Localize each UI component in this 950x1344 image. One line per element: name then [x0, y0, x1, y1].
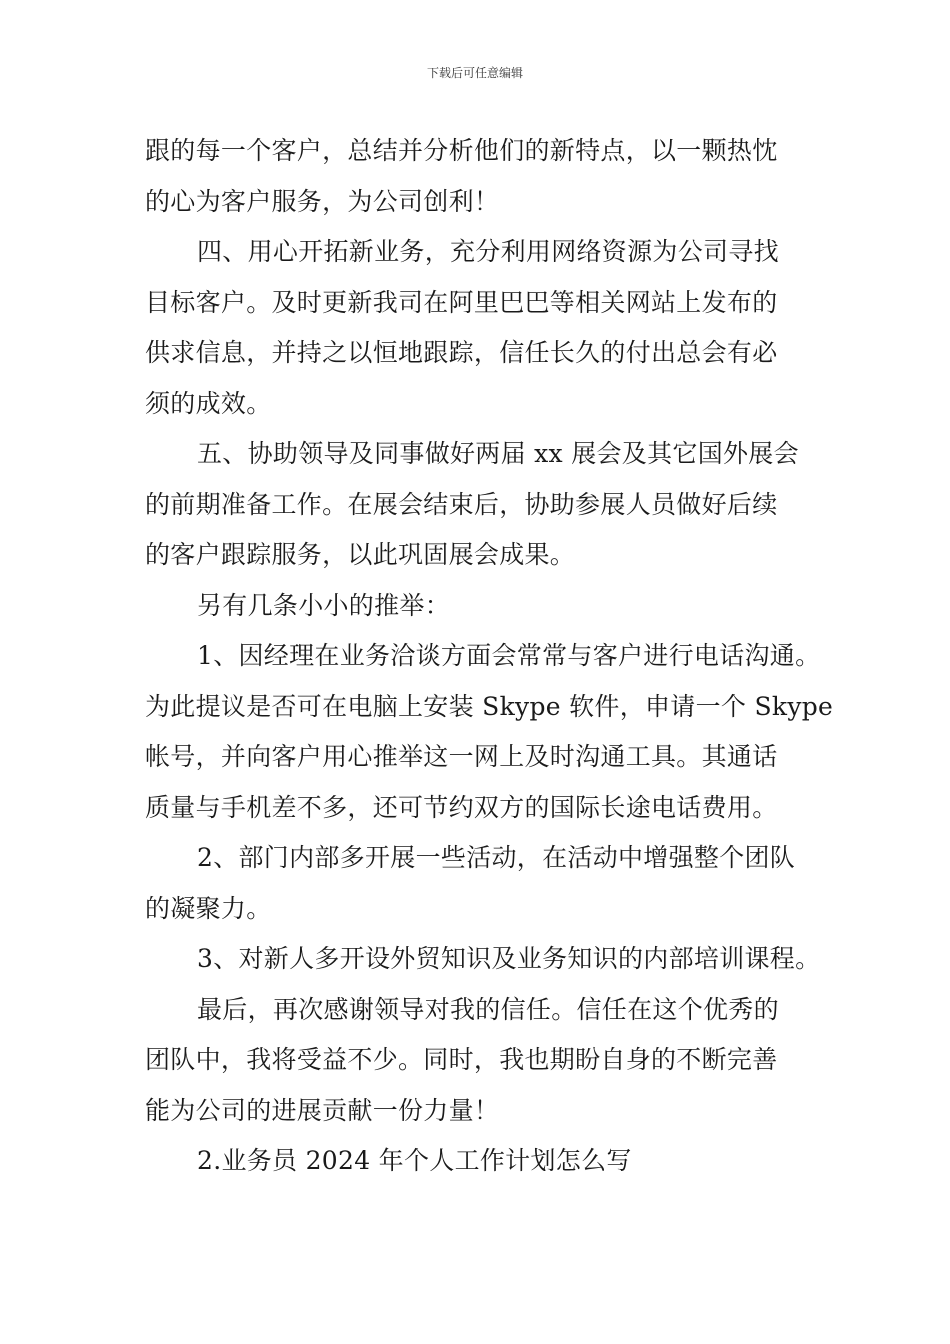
text-line: 为此提议是否可在电脑上安装 Skype 软件，申请一个 Skype	[145, 691, 834, 721]
text-line: 跟的每一个客户，总结并分析他们的新特点，以一颗热忱	[145, 136, 778, 165]
text-line: 2、部门内部多开展一些活动，在活动中增强整个团队	[197, 843, 796, 872]
paragraph-suggestion-2	[145, 833, 825, 934]
text-line: 四、用心开拓新业务，充分利用网络资源为公司寻找	[197, 237, 779, 266]
paragraph-suggestions-intro	[145, 581, 825, 632]
text-line: 的凝聚力。	[145, 893, 272, 923]
paragraph-suggestion-1	[145, 631, 834, 833]
text-line: 1、因经理在业务洽谈方面会常常与客户进行电话沟通。	[197, 641, 821, 670]
text-line: 能为公司的进展贡献一份力量！	[145, 1095, 500, 1125]
section-heading-next	[145, 1136, 825, 1187]
text-line: 另有几条小小的推举：	[197, 590, 451, 620]
text-line: 的心为客户服务，为公司创利！	[145, 186, 500, 216]
paragraph-item-five	[145, 429, 825, 581]
page-header: 下载后可任意编辑	[426, 66, 523, 80]
text-line: 质量与手机差不多，还可节约双方的国际长途电话费用。	[145, 792, 778, 822]
text-line: 最后，再次感谢领导对我的信任。信任在这个优秀的	[197, 994, 779, 1024]
text-line: 2.业务员 2024 年个人工作计划怎么写	[197, 1146, 632, 1175]
text-line: 供求信息，并持之以恒地跟踪，信任长久的付出总会有必	[145, 338, 778, 367]
paragraph-closing	[145, 985, 825, 1137]
document-body	[145, 126, 834, 1187]
text-line: 目标客户。及时更新我司在阿里巴巴等相关网站上发布的	[145, 287, 778, 317]
paragraph-continuation	[145, 126, 825, 227]
text-line: 五、协助领导及同事做好两届 xx 展会及其它国外展会	[197, 439, 799, 468]
text-line: 须的成效。	[145, 388, 272, 418]
text-line: 3、对新人多开设外贸知识及业务知识的内部培训课程。	[197, 944, 821, 973]
text-line: 的客户跟踪服务，以此巩固展会成果。	[145, 540, 576, 569]
text-line: 的前期准备工作。在展会结束后，协助参展人员做好后续	[145, 489, 778, 519]
text-line: 帐号，并向客户用心推举这一网上及时沟通工具。其通话	[145, 742, 778, 771]
text-line: 团队中，我将受益不少。同时，我也期盼自身的不断完善	[145, 1045, 778, 1074]
paragraph-item-four	[145, 227, 825, 429]
paragraph-suggestion-3	[145, 934, 825, 985]
